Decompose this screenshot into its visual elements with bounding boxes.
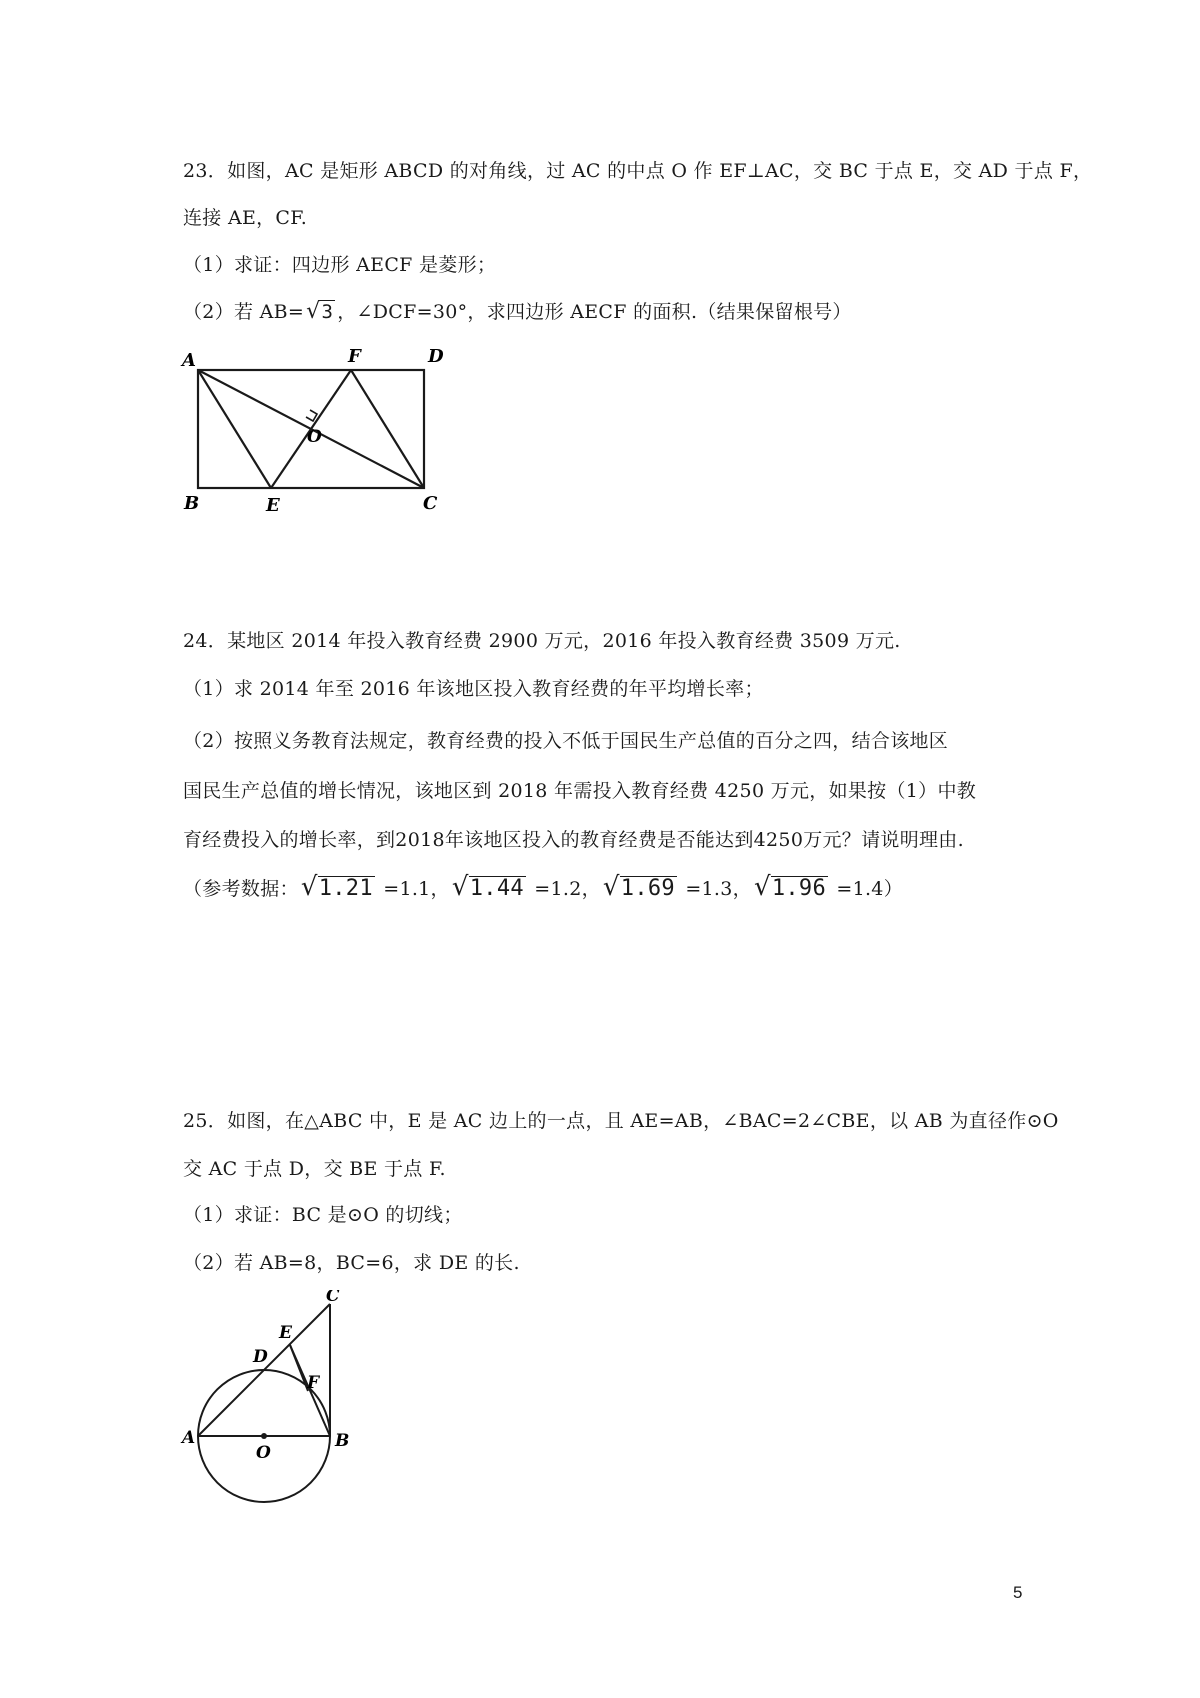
q23-figure [180, 338, 450, 518]
label-o: O [307, 427, 322, 447]
sqrt-1-21: √1.21 [300, 872, 373, 902]
sqrt-3: √3 [306, 299, 334, 324]
q25-part1: （1）求证：BC 是⊙O 的切线； [183, 1204, 463, 1226]
label-d: D [428, 346, 444, 367]
label-f: F [307, 1373, 320, 1393]
q24-part2-line2: 国民生产总值的增长情况，该地区到 2018 年需投入教育经费 4250 万元，如果按（1）中教 [183, 780, 977, 802]
label-f: F [348, 346, 361, 367]
right-angle-mark [306, 410, 317, 421]
label-d: D [253, 1347, 268, 1367]
q24-part2-line1: （2）按照义务教育法规定，教育经费的投入不低于国民生产总值的百分之四，结合该地区 [183, 730, 949, 752]
segment-fc [351, 370, 424, 488]
segment-ae [198, 370, 271, 488]
q23-part1: （1）求证：四边形 AECF 是菱形； [183, 254, 497, 276]
segment-df [290, 1345, 308, 1391]
q23-part2 [183, 298, 852, 326]
q24-part2-line3: 育经费投入的增长率，到2018年该地区投入的教育经费是否能达到4250万元？请说明理由. [183, 829, 964, 851]
ref-val-4: =1.4） [836, 878, 903, 900]
label-e: E [279, 1323, 292, 1343]
sqrt-1-96: √1.96 [753, 872, 827, 902]
ref-val-3: =1.3， [685, 878, 752, 900]
q24-part1: （1）求 2014 年至 2016 年该地区投入教育经费的年平均增长率； [183, 678, 764, 700]
label-c: C [326, 1290, 340, 1306]
label-a: A [182, 350, 196, 371]
ref-val-1: =1.1， [383, 878, 450, 900]
q25-part2: （2）若 AB=8，BC=6，求 DE 的长. [183, 1252, 520, 1274]
sqrt-1-44: √1.44 [451, 872, 524, 902]
segment-ac [198, 1304, 330, 1436]
label-c: C [423, 493, 438, 514]
q23-part2-post: ，∠DCF=30°，求四边形 AECF 的面积.（结果保留根号） [337, 301, 852, 323]
ref-val-2: =1.2， [534, 878, 601, 900]
label-b: B [184, 493, 200, 514]
q25-figure [180, 1290, 360, 1505]
q23-line1: 23．如图，AC 是矩形 ABCD 的对角线，过 AC 的中点 O 作 EF⊥AC，交 BC 于点 E，交 AD 于点 F， [183, 160, 1093, 182]
page-number: 5 [1013, 1583, 1023, 1602]
q24-reference-data [183, 873, 903, 903]
label-o: O [256, 1443, 271, 1463]
ref-prefix: （参考数据： [183, 878, 299, 900]
sqrt-1-69: √1.69 [602, 872, 675, 902]
q25-line1: 25．如图，在△ABC 中，E 是 AC 边上的一点，且 AE=AB，∠BAC=2∠CBE，以 AB 为直径作⊙O [183, 1110, 1059, 1132]
sqrt-3-arg: 3 [321, 301, 334, 323]
q23-line2: 连接 AE，CF. [183, 207, 308, 229]
q23-part2-pre: （2）若 AB= [183, 301, 305, 323]
label-e: E [266, 495, 280, 516]
label-a: A [182, 1428, 196, 1448]
q24-line1: 24．某地区 2014 年投入教育经费 2900 万元，2016 年投入教育经费 3509 万元. [183, 630, 901, 652]
center-point-o [261, 1433, 267, 1439]
label-b: B [335, 1431, 350, 1451]
q25-line2: 交 AC 于点 D，交 BE 于点 F. [183, 1158, 446, 1180]
